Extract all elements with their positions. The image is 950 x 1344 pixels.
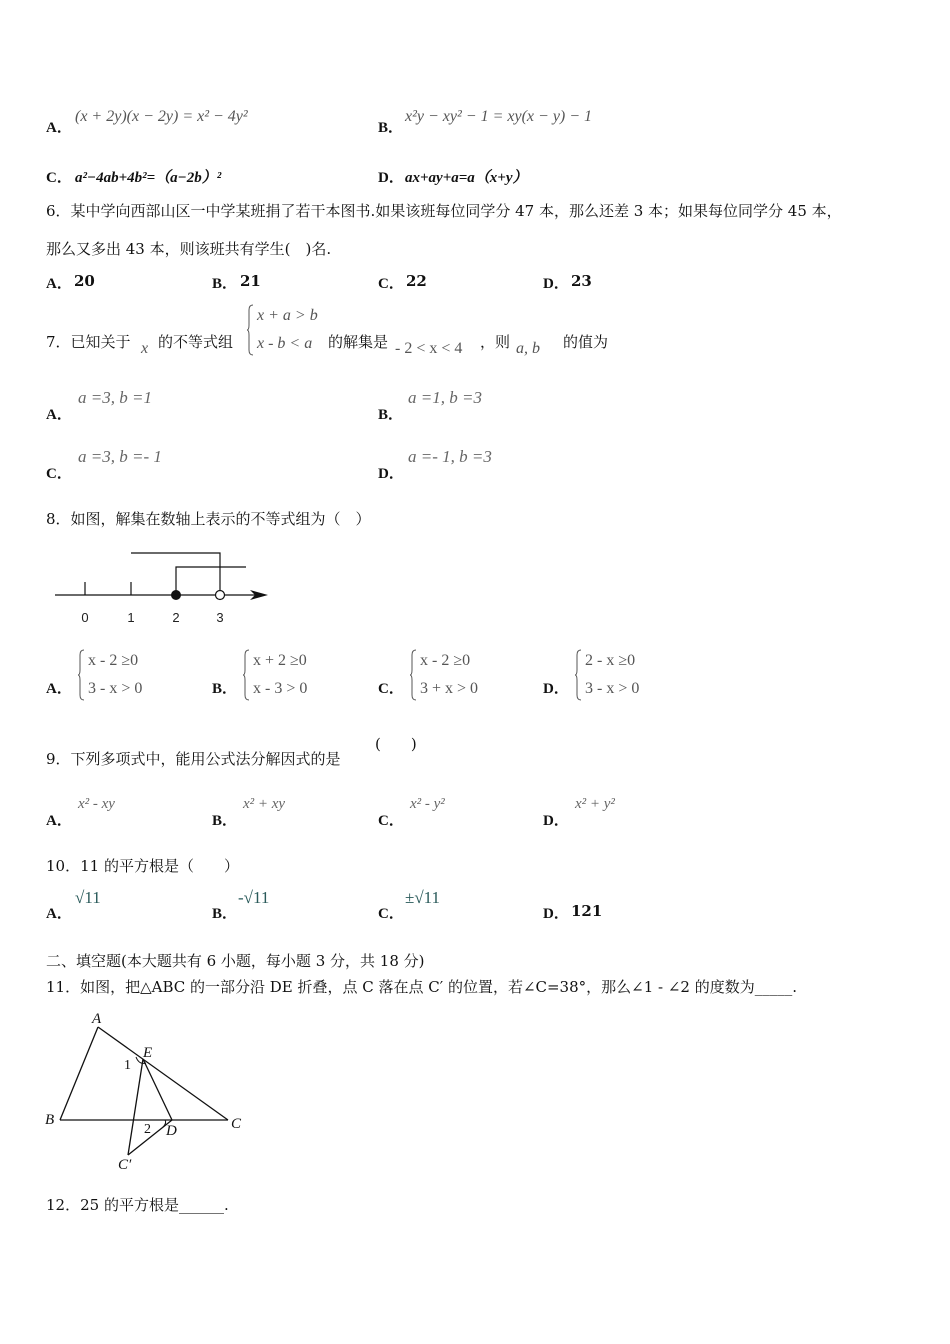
q9-option-b-label: B． (212, 813, 238, 829)
q9-option-d-label: D． (543, 813, 569, 829)
q8-option-b-system (243, 647, 333, 705)
q9-option-c-value: x² - y² (410, 796, 445, 812)
side-ac (98, 1027, 228, 1120)
q5-option-d-label: D． (378, 170, 404, 186)
q8-option-c-system (410, 647, 500, 705)
closed-dot-2 (171, 590, 181, 600)
fold-line-de (143, 1059, 172, 1120)
q10-option-a-value: √11 (75, 888, 101, 907)
q5-option-a-label: A． (46, 120, 72, 136)
q8-option-c-label: C． (378, 681, 404, 697)
left-brace-icon (410, 649, 417, 701)
q7-suffix: 的值为 (563, 333, 609, 351)
q7-vars: a, b (516, 340, 540, 357)
q10-option-c-label: C． (378, 906, 404, 922)
q6-option-c-label: C． (378, 276, 404, 292)
tick-label-2: 2 (172, 610, 180, 625)
q7-then: ，则 (480, 333, 511, 351)
tick-label-3: 3 (216, 610, 224, 625)
q8-option-c-line2: 3 + x > 0 (420, 680, 479, 697)
q6-option-b-label: B． (212, 276, 238, 292)
q6-option-d-value: 23 (571, 272, 592, 290)
q6-option-a-label: A． (46, 276, 72, 292)
q10-option-a-label: A． (46, 906, 72, 922)
side-ab (60, 1027, 98, 1120)
q8-option-a-system (78, 647, 168, 705)
q9-option-a-value: x² - xy (78, 796, 115, 812)
q9-option-d-value: x² + y² (575, 796, 615, 812)
label-a: A (92, 1011, 102, 1027)
left-brace-icon (243, 649, 250, 701)
q9-stem: 9．下列多项式中，能用公式法分解因式的是 (46, 750, 341, 768)
q7-option-b-label: B． (378, 407, 404, 423)
q7-option-a-value: a =3, b =1 (78, 388, 152, 407)
q7-system-line1: x + a > b (257, 307, 318, 324)
q7-option-b-value: a =1, b =3 (408, 388, 482, 407)
open-dot-3 (216, 591, 225, 600)
label-d: D (166, 1123, 177, 1139)
q10-stem: 10．11 的平方根是（ ） (46, 857, 239, 875)
q8-option-b-line1: x + 2 ≥0 (253, 652, 307, 669)
q7-mid: 的不等式组 (158, 333, 234, 351)
q7-system-line2: x - b < a (257, 335, 313, 352)
q7-option-c-value: a =3, b =- 1 (78, 447, 162, 466)
q5-option-c-label: C． (46, 170, 72, 186)
solution-line-lower (176, 567, 246, 591)
q7-mid2: 的解集是 (328, 333, 389, 351)
q6-option-c-value: 22 (406, 272, 427, 290)
q6-line2: 那么又多出 43 本，则该班共有学生( )名. (46, 240, 332, 258)
q10-option-b-value: -√11 (238, 888, 270, 907)
label-e: E (143, 1045, 153, 1061)
q8-option-a-line2: 3 - x > 0 (88, 680, 143, 697)
tick-label-0: 0 (81, 610, 89, 625)
label-b: B (45, 1112, 55, 1128)
q8-stem: 8．如图，解集在数轴上表示的不等式组为（ ） (46, 510, 371, 528)
q5-option-d-math: ax+ay+a=a（x+y） (405, 170, 528, 186)
number-line-figure (50, 545, 280, 630)
q7-option-a-label: A． (46, 407, 72, 423)
q7-solution-range: - 2 < x < 4 (395, 340, 463, 357)
q8-option-a-line1: x - 2 ≥0 (88, 652, 139, 669)
q10-option-c-value: ±√11 (405, 888, 441, 907)
label-c-prime: C′ (118, 1157, 132, 1173)
q7-prefix: 7．已知关于 (46, 333, 131, 351)
q8-option-c-line1: x - 2 ≥0 (420, 652, 471, 669)
q7-var-x: x (141, 340, 149, 357)
q7-option-c-label: C． (46, 466, 72, 482)
q8-option-b-line2: x - 3 > 0 (253, 680, 308, 697)
section-2-heading: 二、填空题(本大题共有 6 小题，每小题 3 分，共 18 分) (46, 952, 425, 970)
q7-option-d-value: a =- 1, b =3 (408, 447, 492, 466)
tick-label-1: 1 (127, 610, 135, 625)
q11-stem: 11．如图，把△ABC 的一部分沿 DE 折叠，点 C 落在点 C′ 的位置，若∠C=38°，那么∠1 - ∠2 的度数为_____. (46, 978, 798, 996)
q9-option-c-label: C． (378, 813, 404, 829)
q9-paren: ( ) (375, 735, 417, 753)
q6-option-b-value: 21 (240, 272, 261, 290)
q9-option-a-label: A． (46, 813, 72, 829)
left-brace-icon (575, 649, 582, 701)
q12-stem: 12．25 的平方根是______. (46, 1196, 229, 1214)
left-brace-icon (78, 649, 85, 701)
q8-option-d-system (575, 647, 665, 705)
q7-option-d-label: D． (378, 466, 404, 482)
q10-option-d-label: D． (543, 906, 569, 922)
q8-option-d-label: D． (543, 681, 569, 697)
q5-option-c-math: a²−4ab+4b²=（a−2b）² (75, 170, 222, 186)
q8-option-d-line2: 3 - x > 0 (585, 680, 640, 697)
label-angle-2: 2 (144, 1122, 151, 1137)
q9-option-b-value: x² + xy (243, 796, 286, 812)
q7-inequality-system (247, 302, 327, 360)
left-brace-icon (247, 304, 254, 356)
q5-option-a-math: (x + 2y)(x − 2y) = x² − 4y² (75, 108, 248, 125)
q5-option-b-math: x²y − xy² − 1 = xy(x − y) − 1 (405, 108, 593, 125)
q6-option-a-value: 20 (74, 272, 95, 290)
label-angle-1: 1 (124, 1058, 131, 1073)
segment-ec-prime (128, 1059, 143, 1155)
q6-line1: 6．某中学向西部山区一中学某班捐了若干本图书.如果该班每位同学分 47 本，那么还差 3 本；如果每位同学分 45 本， (46, 202, 842, 220)
q8-option-b-label: B． (212, 681, 238, 697)
q6-option-d-label: D． (543, 276, 569, 292)
q5-option-b-label: B． (378, 120, 404, 136)
triangle-fold-figure (40, 1005, 260, 1180)
q8-option-d-line1: 2 - x ≥0 (585, 652, 636, 669)
q8-option-a-label: A． (46, 681, 72, 697)
q10-option-b-label: B． (212, 906, 238, 922)
q10-option-d-value: 121 (571, 902, 603, 920)
label-c: C (231, 1116, 242, 1132)
